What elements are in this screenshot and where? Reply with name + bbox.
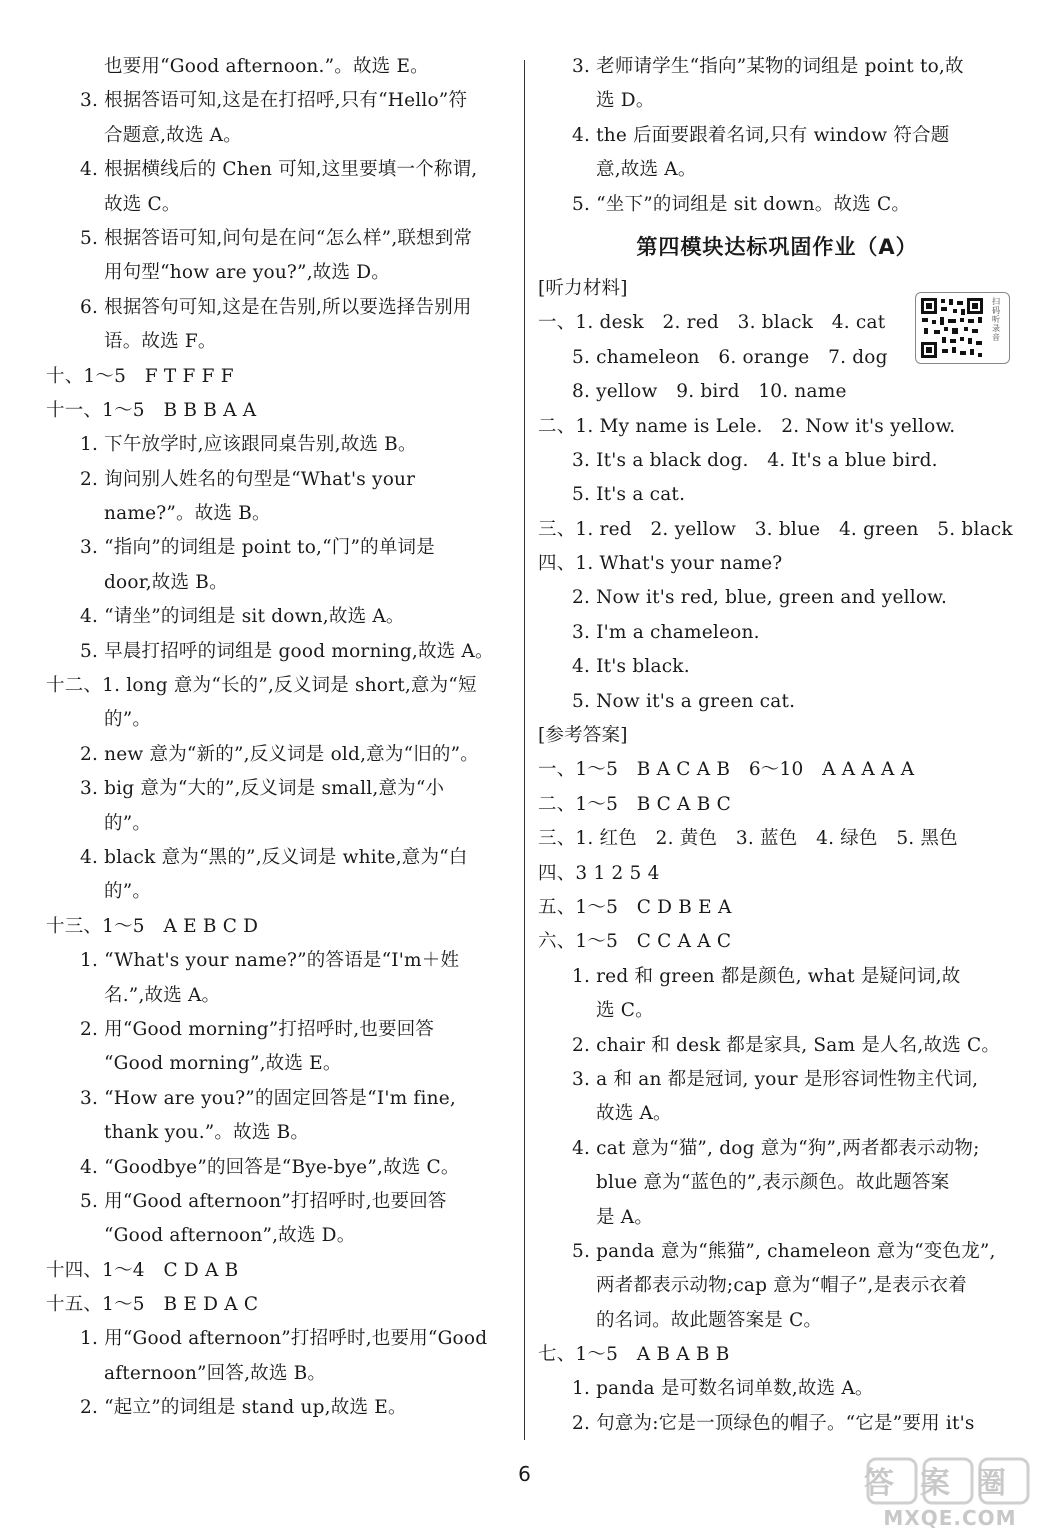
text-line: 3. I'm a chameleon. — [572, 621, 760, 643]
text-line: 十一、1～5 B B B A A — [46, 399, 257, 421]
text-line: 的名词。故此题答案是 C。 — [596, 1309, 823, 1331]
text-line: 4. “Goodbye”的回答是“Bye-bye”,故选 C。 — [80, 1156, 460, 1178]
text-line: 2. chair 和 desk 都是家具, Sam 是人名,故选 C。 — [572, 1034, 1001, 1056]
text-line: thank you.”。故选 B。 — [104, 1122, 310, 1144]
text-line: 选 C。 — [596, 1000, 654, 1022]
text-line: blue 意为“蓝色的”,表示颜色。故此题答案 — [596, 1172, 950, 1194]
listening-label: [听力材料] — [538, 277, 628, 299]
text-line: 一、1. desk 2. red 3. black 4. cat — [538, 312, 886, 334]
section-title: 第四模块达标巩固作业（A） — [636, 234, 918, 259]
text-line: 选 D。 — [596, 90, 655, 112]
text-line: 用句型“how are you?”,故选 D。 — [104, 262, 391, 284]
text-line: 三、1. 红色 2. 黄色 3. 蓝色 4. 绿色 5. 黑色 — [538, 828, 958, 850]
text-line: 合题意,故选 A。 — [104, 124, 242, 146]
text-line: 5. “坐下”的词组是 sit down。故选 C。 — [572, 193, 911, 215]
text-line: 3. 老师请学生“指向”某物的词组是 point to,故 — [572, 56, 964, 77]
text-line: 3. 根据答语可知,这是在打招呼,只有“Hello”符 — [80, 90, 468, 112]
text-line: 5. Now it's a green cat. — [572, 690, 796, 712]
text-line: 5. 根据答语可知,问句是在问“怎么样”,联想到常 — [80, 227, 473, 249]
text-line: 十二、1. long 意为“长的”,反义词是 short,意为“短 — [46, 675, 477, 697]
watermark-logo — [860, 1455, 1040, 1531]
text-line: 8. yellow 9. bird 10. name — [572, 381, 847, 403]
text-line: 5. chameleon 6. orange 7. dog — [572, 346, 888, 368]
text-line: 2. new 意为“新的”,反义词是 old,意为“旧的”。 — [80, 743, 479, 765]
previous-answers-continued — [538, 50, 1016, 222]
watermark-url: MXQE.COM — [883, 1506, 1017, 1530]
text-line: 3. It's a black dog. 4. It's a blue bird. — [572, 449, 938, 471]
qr-code[interactable] — [915, 292, 1010, 364]
left-column — [46, 50, 516, 1426]
text-line: door,故选 B。 — [104, 571, 228, 593]
watermark-logo-icon — [860, 1455, 1040, 1531]
text-line: 1. red 和 green 都是颜色, what 是疑问词,故 — [572, 965, 961, 987]
text-line: 3. “How are you?”的固定回答是“I'm fine, — [80, 1087, 456, 1109]
text-line: 一、1～5 B A C A B 6～10 A A A A A — [538, 759, 915, 781]
text-line: name?”。故选 B。 — [104, 503, 271, 525]
text-line: 五、1～5 C D B E A — [538, 896, 732, 918]
text-line: 5. 用“Good afternoon”打招呼时,也要回答 — [80, 1190, 447, 1212]
column-divider — [524, 60, 525, 1440]
text-line: 4. the 后面要跟着名词,只有 window 符合题 — [572, 124, 950, 146]
page-number: 6 — [518, 1462, 531, 1486]
text-line: 3. a 和 an 都是冠词, your 是形容词性物主代词, — [572, 1068, 979, 1090]
text-line: 4. It's black. — [572, 656, 690, 678]
text-line: 3. big 意为“大的”,反义词是 small,意为“小 — [80, 778, 445, 800]
text-line: 三、1. red 2. yellow 3. blue 4. green 5. black — [538, 518, 1013, 540]
text-line: “Good afternoon”,故选 D。 — [104, 1225, 356, 1247]
listening-material — [538, 306, 1016, 719]
text-line: 四、1. What's your name? — [538, 553, 783, 575]
text-line: 二、1～5 B C A B C — [538, 793, 731, 815]
text-line: 2. “起立”的词组是 stand up,故选 E。 — [80, 1397, 407, 1419]
text-line: 两者都表示动物;cap 意为“帽子”,是表示衣着 — [596, 1275, 967, 1297]
text-line: 的”。 — [104, 709, 152, 731]
text-line: 名.”,故选 A。 — [104, 984, 221, 1006]
text-line: 故选 C。 — [104, 193, 181, 215]
answers-label: [参考答案] — [538, 725, 628, 747]
text-line: 也要用“Good afternoon.”。故选 E。 — [104, 56, 429, 77]
text-line: 5. It's a cat. — [572, 484, 686, 506]
text-line: 十四、1～4 C D A B — [46, 1259, 239, 1281]
watermark-text: 答案圈 — [864, 1466, 1032, 1501]
text-line: 4. black 意为“黑的”,反义词是 white,意为“白 — [80, 846, 468, 868]
text-line: 4. 根据横线后的 Chen 可知,这里要填一个称谓, — [80, 159, 478, 181]
text-line: 1. “What's your name?”的答语是“I'm＋姓 — [80, 950, 460, 972]
text-line: 十三、1～5 A E B C D — [46, 915, 259, 937]
text-line: 意,故选 A。 — [596, 159, 697, 181]
text-line: 5. panda 意为“熊猫”, chameleon 意为“变色龙”, — [572, 1240, 996, 1262]
text-line: 十五、1～5 B E D A C — [46, 1294, 259, 1316]
text-line: “Good morning”,故选 E。 — [104, 1053, 342, 1075]
text-line: 二、1. My name is Lele. 2. Now it's yellow. — [538, 415, 956, 437]
text-line: 六、1～5 C C A A C — [538, 931, 732, 953]
text-line: 的”。 — [104, 881, 152, 903]
text-line: 4. cat 意为“猫”, dog 意为“狗”,两者都表示动物; — [572, 1137, 980, 1159]
qr-side-text: 扫码听录音 — [992, 297, 1000, 342]
text-line: 4. “请坐”的词组是 sit down,故选 A。 — [80, 606, 405, 628]
text-line: 2. 用“Good morning”打招呼时,也要回答 — [80, 1018, 435, 1040]
text-line: 1. panda 是可数名词单数,故选 A。 — [572, 1378, 874, 1400]
text-line: 1. 用“Good afternoon”打招呼时,也要用“Good — [80, 1328, 488, 1350]
right-column — [538, 50, 1016, 1441]
text-line: 3. “指向”的词组是 point to,“门”的单词是 — [80, 537, 435, 559]
text-line: 七、1～5 A B A B B — [538, 1344, 730, 1366]
text-line: 语。故选 F。 — [104, 331, 217, 353]
text-line: 十、1～5 F T F F F — [46, 365, 234, 387]
text-line: 2. Now it's red, blue, green and yellow. — [572, 587, 948, 609]
text-line: 四、3 1 2 5 4 — [538, 862, 660, 884]
text-line: afternoon”回答,故选 B。 — [104, 1362, 327, 1384]
text-line: 2. 询问别人姓名的句型是“What's your — [80, 468, 416, 490]
reference-answers — [538, 753, 1016, 1441]
text-line: 5. 早晨打招呼的词组是 good morning,故选 A。 — [80, 640, 494, 662]
qr-code-icon — [920, 297, 984, 359]
text-line: 故选 A。 — [596, 1103, 672, 1125]
text-line: 的”。 — [104, 812, 152, 834]
text-line: 1. 下午放学时,应该跟同桌告别,故选 B。 — [80, 434, 417, 456]
text-line: 6. 根据答句可知,这是在告别,所以要选择告别用 — [80, 296, 472, 318]
text-line: 是 A。 — [596, 1206, 654, 1228]
text-line: 2. 句意为:它是一顶绿色的帽子。“它是”要用 it's — [572, 1412, 975, 1434]
